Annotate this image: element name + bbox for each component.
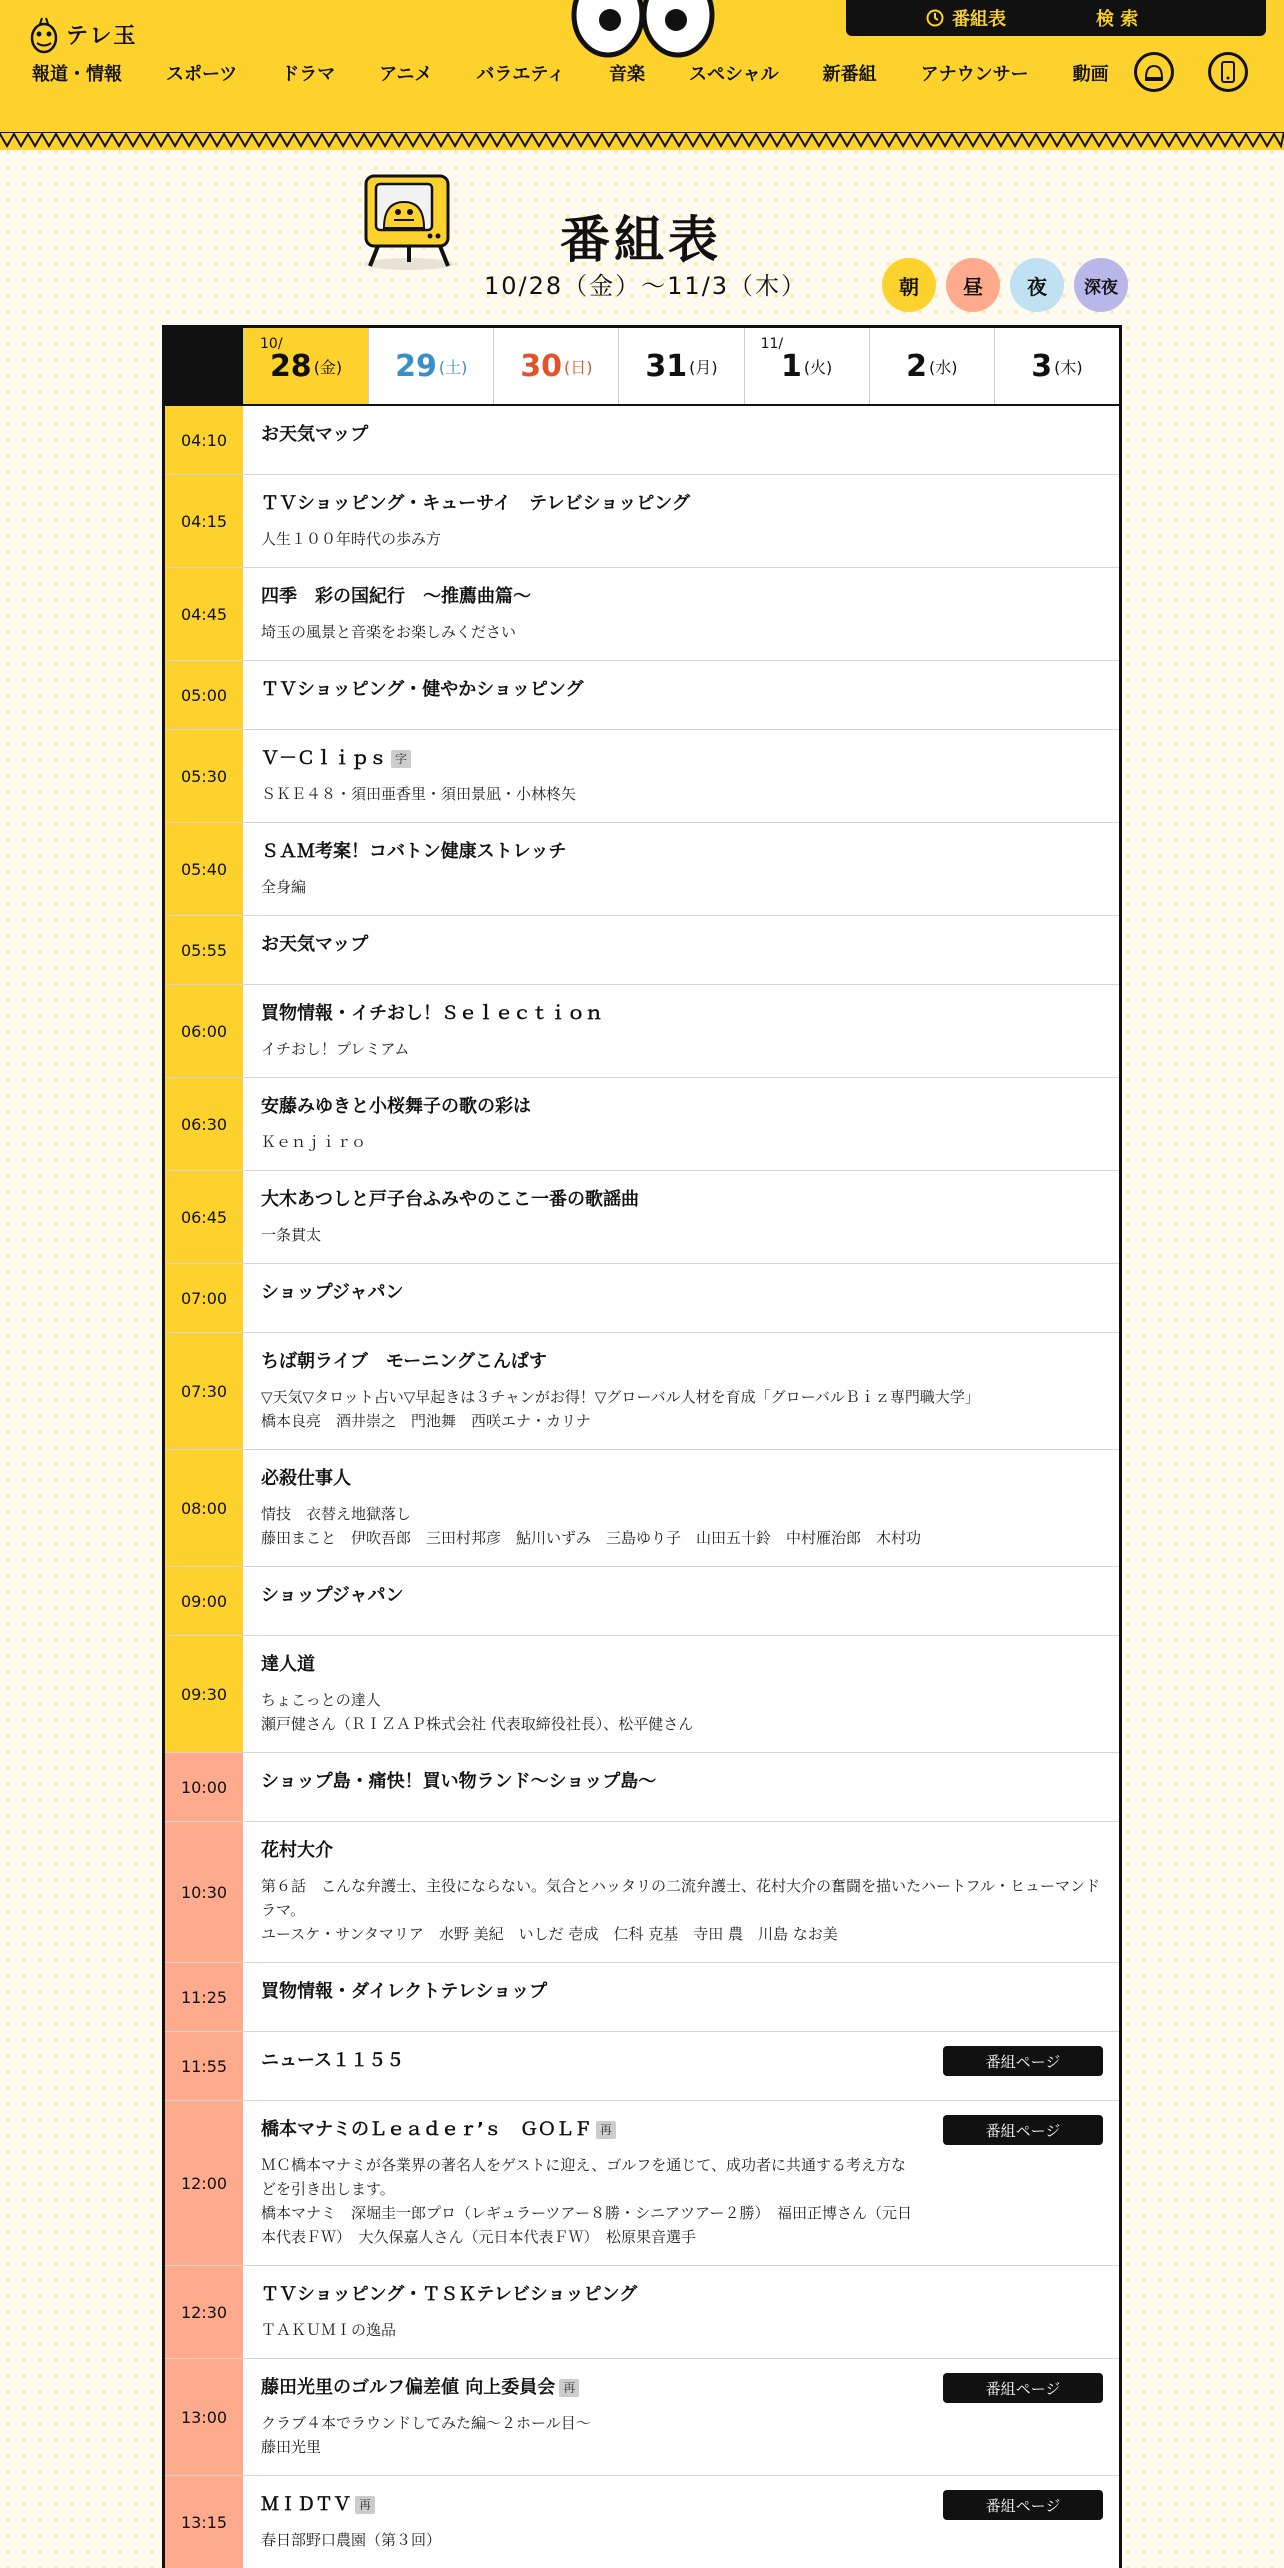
tod-noon-button[interactable]: 昼 xyxy=(946,258,1000,312)
app-icon[interactable] xyxy=(1208,52,1248,92)
site-logo[interactable] xyxy=(28,14,138,54)
program-time: 06:45 xyxy=(165,1171,243,1263)
program-time: 05:30 xyxy=(165,730,243,822)
program-page-button[interactable]: 番組ページ xyxy=(943,2046,1103,2076)
day-corner xyxy=(165,328,243,404)
program-time: 06:00 xyxy=(165,985,243,1077)
program-description: Ｋｅｎｊｉｒｏ xyxy=(261,1133,367,1151)
nav-variety[interactable]: バラエティ xyxy=(476,64,565,85)
program-title-line xyxy=(261,1769,1101,1795)
program-title[interactable]: ＴＶショッピング・キューサイ テレビショッピング xyxy=(261,493,690,514)
program-description: 情技 衣替え地獄落し 藤田まこと 伊吹吾郎 三田村邦彦 鮎川いずみ 三島ゆり子 山田五十鈴 中村雁治郎 木村功 xyxy=(261,1505,922,1547)
program-description: ＴＡＫＵＭＩの逸品 xyxy=(261,2321,397,2339)
program-cell xyxy=(243,2266,1119,2358)
program-row[interactable] xyxy=(165,1264,1119,1333)
nav-news[interactable]: 報道・情報 xyxy=(32,64,122,85)
program-title[interactable]: ＭＩＤＴＶ xyxy=(261,2494,351,2515)
day-tabs xyxy=(165,328,1119,406)
program-title-line xyxy=(261,746,1101,772)
program-title[interactable]: 藤田光里のゴルフ偏差値 向上委員会 xyxy=(261,2377,556,2398)
program-title-line xyxy=(261,1979,1101,2005)
program-cell xyxy=(243,916,1119,984)
program-time: 07:30 xyxy=(165,1333,243,1449)
program-cell xyxy=(243,1822,1119,1962)
schedule-table xyxy=(162,325,1122,2568)
program-list xyxy=(165,406,1119,2568)
program-description: 春日部野口農園（第３回） xyxy=(261,2531,442,2549)
program-cell xyxy=(243,1963,1119,2031)
program-title[interactable]: 必殺仕事人 xyxy=(261,1468,351,1489)
program-row[interactable] xyxy=(165,1963,1119,2032)
day-number: 31 xyxy=(645,348,688,384)
program-title[interactable]: 花村大介 xyxy=(261,1840,333,1861)
program-cell xyxy=(243,1264,1119,1332)
day-weekday: (水) xyxy=(928,357,958,377)
program-cell xyxy=(243,1753,1119,1821)
program-time: 13:15 xyxy=(165,2476,243,2568)
program-description: 一条貫太 xyxy=(261,1226,322,1244)
program-time: 04:15 xyxy=(165,475,243,567)
program-row[interactable] xyxy=(165,406,1119,475)
nav-music[interactable]: 音楽 xyxy=(608,64,645,85)
program-cell xyxy=(243,730,1119,822)
program-badge: 再 xyxy=(596,2121,616,2139)
program-row[interactable] xyxy=(165,2032,1119,2101)
program-title-line xyxy=(261,2117,919,2143)
program-row[interactable] xyxy=(165,1333,1119,1450)
schedule-link[interactable] xyxy=(846,5,1036,31)
day-tab[interactable] xyxy=(869,328,994,404)
day-month: 11/ xyxy=(760,336,784,352)
program-row[interactable] xyxy=(165,1567,1119,1636)
program-description: ＳＫＥ４８・須田亜香里・須田景凪・小林柊矢 xyxy=(261,785,577,803)
program-title-line xyxy=(261,1280,1101,1306)
program-title-line xyxy=(261,2375,919,2401)
day-number: 30 xyxy=(520,348,562,384)
day-number: 1 xyxy=(780,348,802,384)
program-description: 第６話 こんな弁護士、主役にならない。気合とハッタリの二流弁護士、花村大介の奮闘を描いたハートフル・ヒューマンドラマ。 ユースケ・サンタマリア 水野 美紀 いしだ 壱成 仁科 克基 寺田 農 川島 なお美 xyxy=(261,1877,1100,1943)
program-title-line xyxy=(261,932,1101,958)
day-tab[interactable] xyxy=(243,328,368,404)
day-weekday: (金) xyxy=(313,357,343,377)
program-cell xyxy=(243,985,1119,1077)
day-month: 10/ xyxy=(260,336,283,352)
program-time: 10:30 xyxy=(165,1822,243,1962)
main-nav xyxy=(32,60,1153,86)
program-row[interactable] xyxy=(165,475,1119,568)
day-tab[interactable] xyxy=(493,328,618,404)
program-time: 09:30 xyxy=(165,1636,243,1752)
program-title[interactable]: 達人道 xyxy=(261,1654,315,1675)
program-row[interactable] xyxy=(165,568,1119,661)
program-row[interactable] xyxy=(165,985,1119,1078)
program-row[interactable] xyxy=(165,2101,1119,2266)
program-row[interactable] xyxy=(165,1450,1119,1567)
program-title[interactable]: 橋本マナミのＬｅａｄｅｒ’ｓ ＧＯＬＦ xyxy=(261,2119,592,2140)
program-title-line xyxy=(261,2492,919,2518)
program-cell xyxy=(243,2101,1119,2265)
day-weekday: (土) xyxy=(438,357,468,377)
program-title[interactable]: 買物情報・イチおし！Ｓｅｌｅｃｔｉｏｎ xyxy=(261,1003,603,1024)
program-cell xyxy=(243,406,1119,474)
nav-anime[interactable]: アニメ xyxy=(379,64,433,85)
day-tab[interactable] xyxy=(994,328,1119,404)
program-time: 10:00 xyxy=(165,1753,243,1821)
program-row[interactable] xyxy=(165,916,1119,985)
program-description: ちょこっとの達人 瀬戸健さん（ＲＩＺＡＰ株式会社 代表取締役社長）、松平健さん xyxy=(261,1691,694,1733)
nav-drama[interactable]: ドラマ xyxy=(281,64,336,85)
program-cell xyxy=(243,823,1119,915)
search-link[interactable] xyxy=(1036,5,1168,31)
program-row[interactable] xyxy=(165,730,1119,823)
program-cell xyxy=(243,475,1119,567)
program-row[interactable] xyxy=(165,1822,1119,1963)
program-time: 05:00 xyxy=(165,661,243,729)
nav-videos[interactable]: 動画 xyxy=(1072,64,1109,85)
program-page-button[interactable]: 番組ページ xyxy=(943,2373,1103,2403)
program-row[interactable] xyxy=(165,1171,1119,1264)
program-description: 人生１００年時代の歩み方 xyxy=(261,530,442,548)
program-cell xyxy=(243,1171,1119,1263)
program-description: ▽天気▽タロット占い▽早起きは３チャンがお得！▽グローバル人材を育成「グローバルＢｉｚ専門職大学」 橋本良亮 酒井崇之 門池舞 西咲エナ・カリナ xyxy=(261,1388,980,1430)
program-cell xyxy=(243,1450,1119,1566)
day-tab[interactable] xyxy=(744,328,869,404)
program-title[interactable]: 安藤みゆきと小桜舞子の歌の彩は xyxy=(261,1096,531,1117)
program-row[interactable] xyxy=(165,1078,1119,1171)
logo-text: テレ玉 xyxy=(66,23,138,49)
program-time: 04:10 xyxy=(165,406,243,474)
program-row[interactable] xyxy=(165,1636,1119,1753)
program-title[interactable]: お天気マップ xyxy=(261,934,369,955)
tv-mascot-icon xyxy=(354,168,464,272)
tod-night-button[interactable]: 夜 xyxy=(1010,258,1064,312)
program-title[interactable]: Ｖ－Ｃｌｉｐｓ xyxy=(261,748,387,769)
program-time: 07:00 xyxy=(165,1264,243,1332)
program-row[interactable] xyxy=(165,2359,1119,2476)
search-link-label: 検 索 xyxy=(1096,9,1139,30)
mascot-icon xyxy=(28,14,60,54)
program-time: 12:00 xyxy=(165,2101,243,2265)
program-description: クラブ４本でラウンドしてみた編～２ホール目～ 藤田光里 xyxy=(261,2414,591,2456)
program-time: 11:25 xyxy=(165,1963,243,2031)
program-row[interactable] xyxy=(165,823,1119,916)
program-title-line xyxy=(261,1466,1101,1492)
program-title-line xyxy=(261,1652,1101,1678)
program-time: 04:45 xyxy=(165,568,243,660)
program-cell xyxy=(243,1567,1119,1635)
program-cell xyxy=(243,1333,1119,1449)
program-time: 08:00 xyxy=(165,1450,243,1566)
program-title-line xyxy=(261,422,1101,448)
program-cell xyxy=(243,568,1119,660)
schedule-link-label: 番組表 xyxy=(952,9,1006,30)
program-row[interactable] xyxy=(165,2266,1119,2359)
program-badge: 再 xyxy=(559,2379,579,2397)
program-title[interactable]: 四季 彩の国紀行 ～推薦曲篇～ xyxy=(261,586,531,607)
program-badge: 再 xyxy=(355,2496,375,2514)
program-title-line xyxy=(261,677,1101,703)
nav-special[interactable]: スペシャル xyxy=(688,64,779,85)
program-time: 06:30 xyxy=(165,1078,243,1170)
program-title-line xyxy=(261,2282,1101,2308)
program-cell xyxy=(243,1636,1119,1752)
day-tab[interactable] xyxy=(368,328,493,404)
program-time: 05:55 xyxy=(165,916,243,984)
nav-sports[interactable]: スポーツ xyxy=(166,64,238,85)
mascot-eyes-icon xyxy=(568,0,718,60)
program-page-button[interactable]: 番組ページ xyxy=(943,2490,1103,2520)
program-title[interactable]: ＴＶショッピング・ＴＳＫテレビショッピング xyxy=(261,2284,638,2305)
program-title[interactable]: ちば朝ライブ モーニングこんぱす xyxy=(261,1351,547,1372)
program-time: 13:00 xyxy=(165,2359,243,2475)
program-badge: 字 xyxy=(391,750,411,768)
program-cell xyxy=(243,2032,1119,2100)
day-tab[interactable] xyxy=(618,328,743,404)
program-title[interactable]: ＳＡＭ考案！コバトン健康ストレッチ xyxy=(261,841,567,862)
program-title[interactable]: 大木あつしと戸子台ふみやのここ一番の歌謡曲 xyxy=(261,1189,639,1210)
program-title[interactable]: 買物情報・ダイレクトテレショップ xyxy=(261,1981,548,2002)
program-description: 埼玉の風景と音楽をお楽しみください xyxy=(261,623,517,641)
time-of-day-nav xyxy=(882,258,1128,312)
day-weekday: (木) xyxy=(1054,357,1083,377)
tod-morning-button[interactable]: 朝 xyxy=(882,258,936,312)
program-title-line xyxy=(261,1187,1101,1213)
program-time: 05:40 xyxy=(165,823,243,915)
site-header xyxy=(0,0,1284,150)
program-time: 11:55 xyxy=(165,2032,243,2100)
program-title-line xyxy=(261,1349,1101,1375)
day-weekday: (月) xyxy=(689,357,718,377)
program-title[interactable]: ニュース１１５５ xyxy=(261,2050,405,2071)
program-description: ＭＣ橋本マナミが各業界の著名人をゲストに迎え、ゴルフを通じて、成功者に共通する考え方などを引き出します。 橋本マナミ 深堀圭一郎プロ（レギュラーツアー８勝・シニアツアー２勝） 福田正博さん（元日本代表ＦＷ） 大久保嘉人さん（元日本代表ＦＷ） 松原果音選手 xyxy=(261,2156,913,2246)
telecast-station-icon[interactable] xyxy=(1134,52,1174,92)
program-row[interactable] xyxy=(165,2476,1119,2568)
tod-late-night-button[interactable]: 深夜 xyxy=(1074,258,1128,312)
program-title-line xyxy=(261,1094,1101,1120)
page-title: 番組表 xyxy=(560,211,722,269)
program-page-button[interactable]: 番組ページ xyxy=(943,2115,1103,2145)
program-title[interactable]: お天気マップ xyxy=(261,424,369,445)
day-number: 28 xyxy=(269,348,312,384)
program-title-line xyxy=(261,491,1101,517)
program-title-line xyxy=(261,1838,1101,1864)
day-weekday: (火) xyxy=(803,357,833,377)
program-title[interactable]: ショップジャパン xyxy=(261,1282,404,1303)
nav-announcers[interactable]: アナウンサー xyxy=(920,64,1029,85)
program-title-line xyxy=(261,1001,1101,1027)
program-title-line xyxy=(261,2048,919,2074)
program-title-line xyxy=(261,839,1101,865)
program-cell xyxy=(243,2359,1119,2475)
day-number: 2 xyxy=(906,348,927,384)
program-time: 09:00 xyxy=(165,1567,243,1635)
program-time: 12:30 xyxy=(165,2266,243,2358)
header-zigzag-edge xyxy=(0,132,1284,154)
day-weekday: (日) xyxy=(563,357,593,377)
top-utility-bar xyxy=(846,0,1266,36)
program-title[interactable]: ショップジャパン xyxy=(261,1585,404,1606)
day-number: 3 xyxy=(1031,348,1053,384)
date-range: 10/28（金）〜11/3（木） xyxy=(484,272,808,300)
program-title-line xyxy=(261,584,1101,610)
program-description: イチおし！プレミアム xyxy=(261,1040,410,1058)
program-row[interactable] xyxy=(165,661,1119,730)
program-cell xyxy=(243,1078,1119,1170)
nav-new-programs[interactable]: 新番組 xyxy=(822,64,877,85)
program-description: 全身編 xyxy=(261,878,307,896)
day-number: 29 xyxy=(395,348,437,384)
program-row[interactable] xyxy=(165,1753,1119,1822)
program-title-line xyxy=(261,1583,1101,1609)
program-cell xyxy=(243,661,1119,729)
clock-icon xyxy=(926,9,944,27)
program-title[interactable]: ＴＶショッピング・健やかショッピング xyxy=(261,679,584,700)
program-title[interactable]: ショップ島・痛快！買い物ランド～ショップ島～ xyxy=(261,1771,657,1792)
program-cell xyxy=(243,2476,1119,2568)
